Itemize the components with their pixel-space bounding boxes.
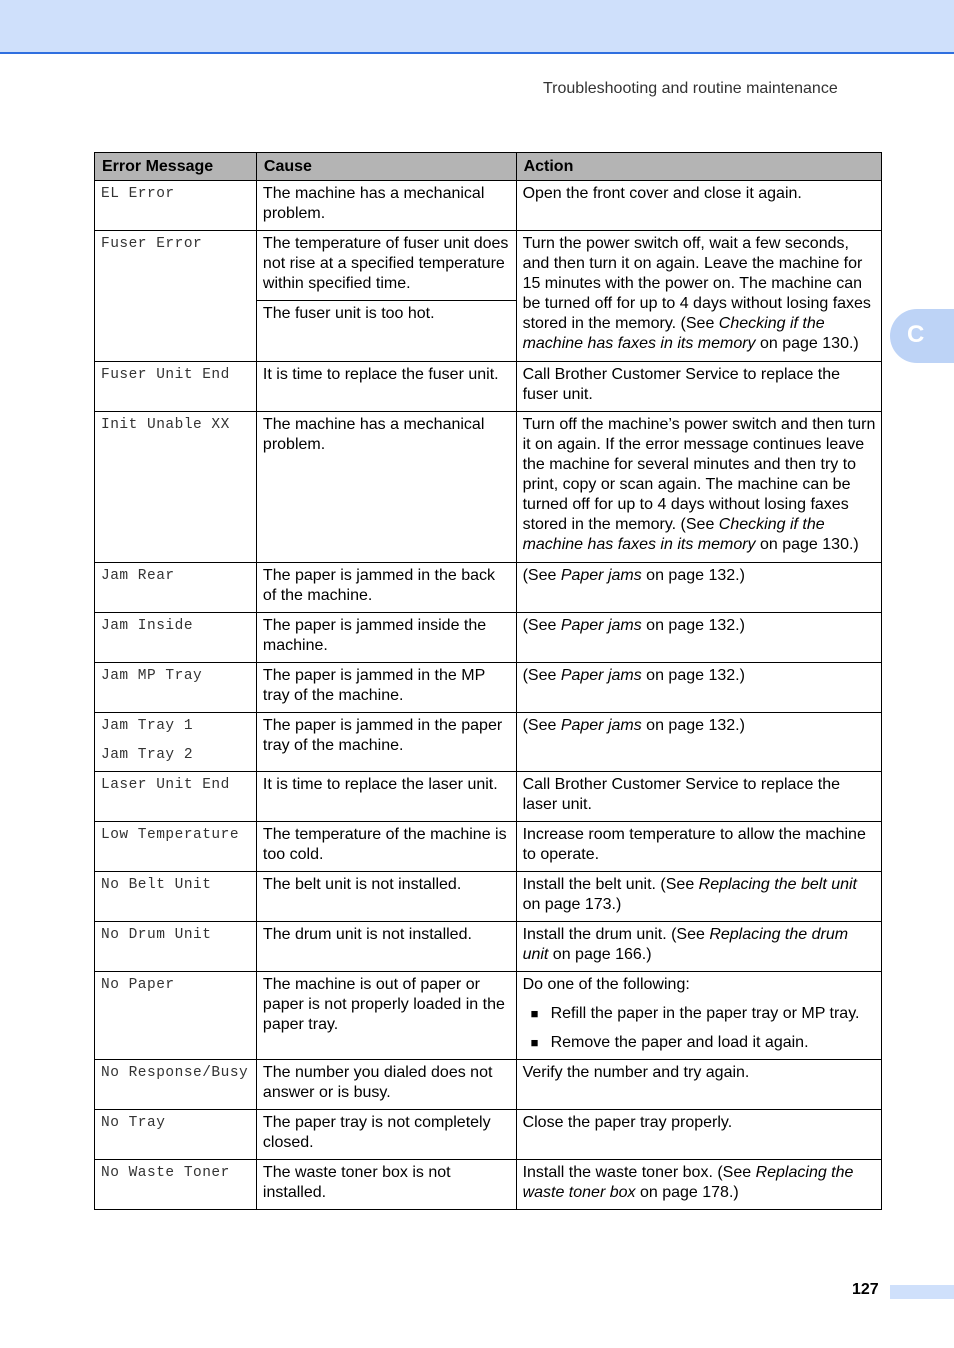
column-header-action: Action bbox=[516, 153, 881, 181]
cross-reference-link[interactable]: Paper jams bbox=[560, 567, 642, 584]
action-cell bbox=[516, 972, 881, 1060]
error-message-cell: No Waste Toner bbox=[95, 1160, 257, 1210]
action-text: on page 130.) bbox=[755, 335, 859, 352]
action-text: on page 132.) bbox=[641, 667, 745, 684]
action-text: on page 166.) bbox=[548, 946, 652, 963]
cause-cell: The machine is out of paper or paper is not properly loaded in the paper tray. bbox=[256, 972, 516, 1060]
cause-cell: The waste toner box is not installed. bbox=[256, 1160, 516, 1210]
action-cell: Close the paper tray properly. bbox=[516, 1110, 881, 1160]
action-text: (See bbox=[522, 567, 561, 584]
cause-cell: The paper is jammed in the paper tray of the machine. bbox=[256, 713, 516, 772]
cause-cell: The belt unit is not installed. bbox=[256, 872, 516, 922]
error-message-cell: Fuser Unit End bbox=[95, 362, 257, 412]
cause-cell: The paper tray is not completely closed. bbox=[256, 1110, 516, 1160]
cross-reference-link[interactable]: Replacing the waste toner box bbox=[522, 1164, 854, 1201]
error-message-cell bbox=[95, 713, 257, 772]
error-message-cell: No Drum Unit bbox=[95, 922, 257, 972]
action-text: (See bbox=[522, 617, 561, 634]
error-message-cell: Low Temperature bbox=[95, 822, 257, 872]
table-row bbox=[95, 613, 882, 663]
column-header-error-message: Error Message bbox=[95, 153, 257, 181]
action-cell bbox=[516, 872, 881, 922]
action-cell: Increase room temperature to allow the machine to operate. bbox=[516, 822, 881, 872]
cause-cell: The machine has a mechanical problem. bbox=[256, 181, 516, 231]
cross-reference-link[interactable]: Replacing the belt unit bbox=[698, 876, 857, 893]
action-text: Turn the power switch off, wait a few seconds, and then turn it on again. Leave the machine for 15 minutes with the power on. The machine can be turned off for up to 4 days without losing faxes stored in the memory. (See bbox=[522, 235, 871, 332]
table-row bbox=[95, 412, 882, 563]
table-row bbox=[95, 1060, 882, 1110]
chapter-tab bbox=[890, 309, 954, 363]
action-cell: Open the front cover and close it again. bbox=[516, 181, 881, 231]
action-text: on page 130.) bbox=[755, 536, 859, 553]
table-row bbox=[95, 922, 882, 972]
error-message-cell: Jam Inside bbox=[95, 613, 257, 663]
table-row bbox=[95, 822, 882, 872]
table-row bbox=[95, 713, 882, 772]
action-cell bbox=[516, 1160, 881, 1210]
action-cell bbox=[516, 663, 881, 713]
action-cell bbox=[516, 563, 881, 613]
action-text: Do one of the following: bbox=[522, 976, 690, 993]
table-row bbox=[95, 663, 882, 713]
error-message-cell: No Response/Busy bbox=[95, 1060, 257, 1110]
error-message-cell: Jam MP Tray bbox=[95, 663, 257, 713]
bullet-item: ■ Refill the paper in the paper tray or MP tray. bbox=[531, 1004, 876, 1024]
cause-cell: The paper is jammed in the MP tray of the machine. bbox=[256, 663, 516, 713]
cause-cell: The number you dialed does not answer or is busy. bbox=[256, 1060, 516, 1110]
error-message-cell: Init Unable XX bbox=[95, 412, 257, 563]
top-header-band bbox=[0, 0, 954, 54]
error-message-cell: Laser Unit End bbox=[95, 772, 257, 822]
action-cell bbox=[516, 713, 881, 772]
cause-cell: It is time to replace the fuser unit. bbox=[256, 362, 516, 412]
action-cell bbox=[516, 922, 881, 972]
cross-reference-link[interactable]: Replacing the drum unit bbox=[522, 926, 849, 963]
action-cell: Call Brother Customer Service to replace the laser unit. bbox=[516, 772, 881, 822]
error-message-cell: Jam Rear bbox=[95, 563, 257, 613]
table-row bbox=[95, 1160, 882, 1210]
cross-reference-link[interactable]: Paper jams bbox=[560, 617, 642, 634]
action-cell bbox=[516, 613, 881, 663]
table-row bbox=[95, 972, 882, 1060]
error-message-cell: EL Error bbox=[95, 181, 257, 231]
cross-reference-link[interactable]: Paper jams bbox=[560, 717, 642, 734]
table-row bbox=[95, 872, 882, 922]
cause-cell: It is time to replace the laser unit. bbox=[256, 772, 516, 822]
column-header-cause: Cause bbox=[256, 153, 516, 181]
table-header-row bbox=[95, 153, 882, 181]
chapter-tab-letter: C bbox=[907, 321, 925, 348]
action-cell: Verify the number and try again. bbox=[516, 1060, 881, 1110]
page-number: 127 bbox=[852, 1281, 879, 1298]
table-row bbox=[95, 231, 882, 301]
cause-cell: The temperature of fuser unit does not rise at a specified temperature within specified time. bbox=[256, 231, 516, 301]
action-text: Turn off the machine’s power switch and then turn it on again. If the error message continues leave the machine for several minutes and then try to print, copy or scan again. The machine can be turned off for up to 4 days without losing faxes stored in the memory. (See bbox=[522, 416, 876, 533]
action-cell: Call Brother Customer Service to replace the fuser unit. bbox=[516, 362, 881, 412]
table-row bbox=[95, 772, 882, 822]
action-cell bbox=[516, 412, 881, 563]
error-message-line: Jam Tray 2 bbox=[101, 747, 194, 763]
action-text: on page 132.) bbox=[641, 567, 745, 584]
cross-reference-link[interactable]: Checking if the machine has faxes in its memory bbox=[522, 516, 825, 553]
action-cell bbox=[516, 231, 881, 362]
table-row bbox=[95, 563, 882, 613]
action-text: Install the waste toner box. (See bbox=[522, 1164, 756, 1181]
running-header: Troubleshooting and routine maintenance bbox=[543, 80, 838, 97]
footer-band bbox=[890, 1285, 954, 1299]
table-row bbox=[95, 181, 882, 231]
cause-cell: The temperature of the machine is too cold. bbox=[256, 822, 516, 872]
error-message-cell: No Belt Unit bbox=[95, 872, 257, 922]
action-text: on page 132.) bbox=[641, 717, 745, 734]
action-text: (See bbox=[522, 667, 561, 684]
error-message-cell: No Tray bbox=[95, 1110, 257, 1160]
cross-reference-link[interactable]: Paper jams bbox=[560, 667, 642, 684]
table-row bbox=[95, 362, 882, 412]
cause-cell: The drum unit is not installed. bbox=[256, 922, 516, 972]
error-message-line: Jam Tray 1 bbox=[101, 718, 194, 734]
action-text: Install the drum unit. (See bbox=[522, 926, 710, 943]
cause-cell: The fuser unit is too hot. bbox=[256, 301, 516, 362]
cause-cell: The machine has a mechanical problem. bbox=[256, 412, 516, 563]
action-text: on page 173.) bbox=[522, 896, 622, 913]
cross-reference-link[interactable]: Checking if the machine has faxes in its memory bbox=[522, 315, 825, 352]
bullet-item: ■ Remove the paper and load it again. bbox=[531, 1033, 876, 1053]
action-text: on page 132.) bbox=[641, 617, 745, 634]
action-text: Install the belt unit. (See bbox=[522, 876, 699, 893]
error-message-cell: Fuser Error bbox=[95, 231, 257, 362]
cause-cell: The paper is jammed inside the machine. bbox=[256, 613, 516, 663]
error-message-table bbox=[94, 152, 882, 1210]
action-text: on page 178.) bbox=[635, 1184, 739, 1201]
table-row bbox=[95, 1110, 882, 1160]
action-text: (See bbox=[522, 717, 561, 734]
error-message-cell: No Paper bbox=[95, 972, 257, 1060]
cause-cell: The paper is jammed in the back of the machine. bbox=[256, 563, 516, 613]
